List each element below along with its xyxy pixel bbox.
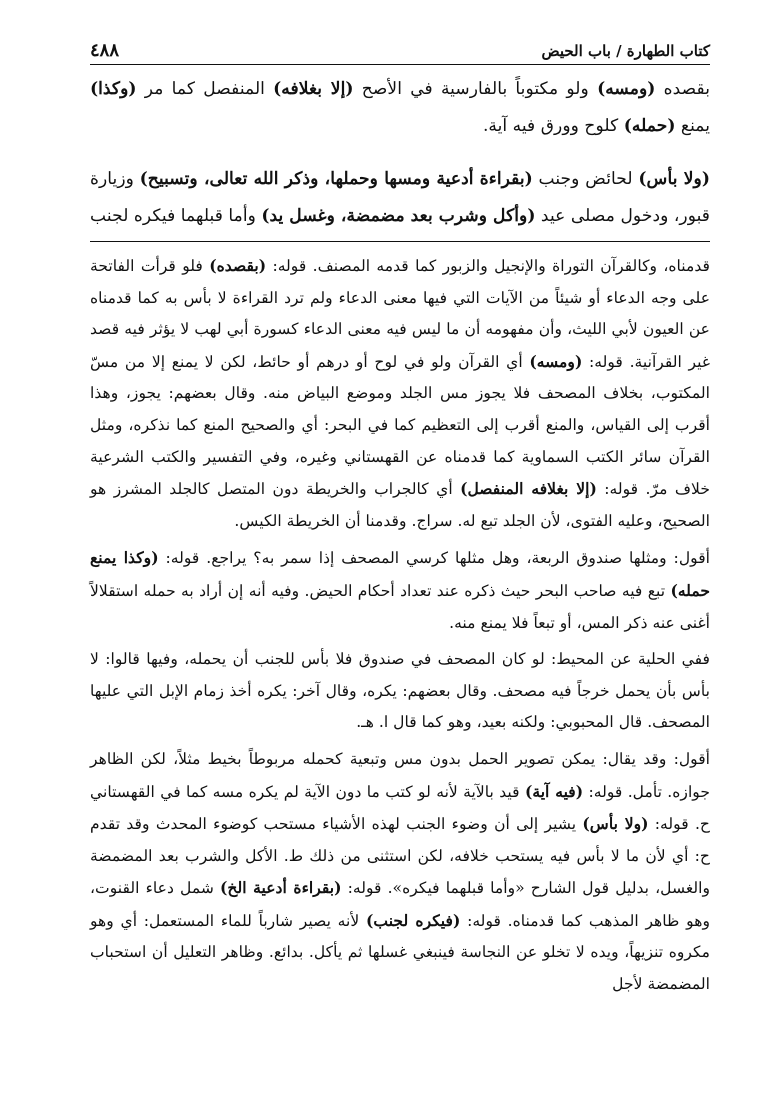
commentary-text (90, 250, 710, 1001)
commentary-paragraph-3: ففي الحلية عن المحيط: لو كان المصحف في صندوق فلا بأس للجنب أن يحمله، وفيها قالوا: لا بأس بأن يحمل خرجاً فيه مصحف. وقال بعضهم: يكره، وقال آخر: يكره أخذ زمام الإبل التي عليها المصحف. قال المحبوبي: ولكنه بعيد، وهو كما قال ا. هـ. (90, 650, 710, 732)
commentary-paragraph-1: قدمناه، وكالقرآن التوراة والإنجيل والزبور كما قدمه المصنف. قوله: (بقصده) فلو قرأت الفاتحة على وجه الدعاء أو شيئاً من الآيات التي فيها معنى الدعاء ولم ترد القراءة لا بأس به كما قدمناه عن العيون لأبي الليث، وأن مفهومه أن ما ليس فيه معنى الدعاء كسورة أبي لهب لا يؤثر فيه قصد غير القرآنية. قوله: (ومسه) أي القرآن ولو في لوح أو درهم أو حائط، لكن لا يمنع إلا من مسّ المكتوب، بخلاف المصحف فلا يجوز مس الجلد وموضع البياض منه. وقال بعضهم: يجوز، وهذا أقرب إلى القياس، والمنع أقرب إلى التعظيم كما في البحر: أي والصحيح المنع كما نذكره، ومثل القرآن سائر الكتب السماوية كما قدمناه عن القهستاني وغيره، وفي التفسير والكتب الشرعية خلاف مرّ. قوله: (إلا بغلافه المنفصل) أي كالجراب والخريطة دون المتصل كالجلد المشرز هو الصحيح، وعليه الفتوى، لأن الجلد تبع له. سراج. وقدمنا أن الخريطة الكيس. (90, 256, 710, 530)
commentary-paragraph-2: أقول: ومثلها صندوق الربعة، وهل مثلها كرسي المصحف إذا سمر به؟ يراجع. قوله: (وكذا يمنع حمله) تبع فيه صاحب البحر حيث ذكره عند تعداد أحكام الحيض. وفيه أنه إن أراد به حمله استقلالاً أغنى عنه ذكر المس، أو تبعاً فلا يمنع منه. (90, 548, 710, 632)
running-title: كتاب الطهارة / باب الحيض (541, 42, 710, 60)
commentary-paragraph-4: أقول: وقد يقال: يمكن تصوير الحمل بدون مس وتبعية كحمله مربوطاً بخيط مثلاً، لكن الظاهر جوازه. تأمل. قوله: (فيه آية) قيد بالآية لأنه لو كتب ما دون الآية لم يكره مسه كما في القهستاني ح. قوله: (ولا بأس) يشير إلى أن وضوء الجنب لهذه الأشياء مستحب كوضوء المحدث وقد تقدم ح: أي لأن ما لا بأس فيه يستحب خلافه، لكن استثنى من ذلك ط. الأكل والشرب بعد المضمضة والغسل، بدليل قول الشارح «وأما قبلهما فيكره». قوله: (بقراءة أدعية الخ) شمل دعاء القنوت، وهو ظاهر المذهب كما قدمناه. قوله: (فيكره لجنب) لأنه يصير شارباً للماء المستعمل: أي وهو مكروه تنزيهاً، ويده لا تخلو عن النجاسة فينبغي غسلها ثم يأكل. بدائع. وظاهر التعليل أن استحباب المضمضة لأجل (90, 749, 711, 994)
page-number: ٤٨٨ (90, 40, 120, 61)
paragraph-gap (90, 145, 710, 161)
separator-line (90, 241, 710, 242)
document-page (90, 40, 710, 1001)
main-text (90, 71, 710, 235)
main-text-paragraph-1: بقصده (ومسه) ولو مكتوباً بالفارسية في الأصح (إلا بغلافه) المنفصل كما مر (وكذا) يمنع (حمله) كلوح وورق فيه آية. (90, 79, 711, 136)
page-header (90, 40, 710, 65)
main-text-paragraph-2: (ولا بأس) لحائض وجنب (بقراءة أدعية ومسها وحملها، وذكر الله تعالى، وتسبيح) وزيارة قبور، ودخول مصلى عيد (وأكل وشرب بعد مضمضة، وغسل يد) وأما قبلهما فيكره لجنب (90, 169, 710, 226)
